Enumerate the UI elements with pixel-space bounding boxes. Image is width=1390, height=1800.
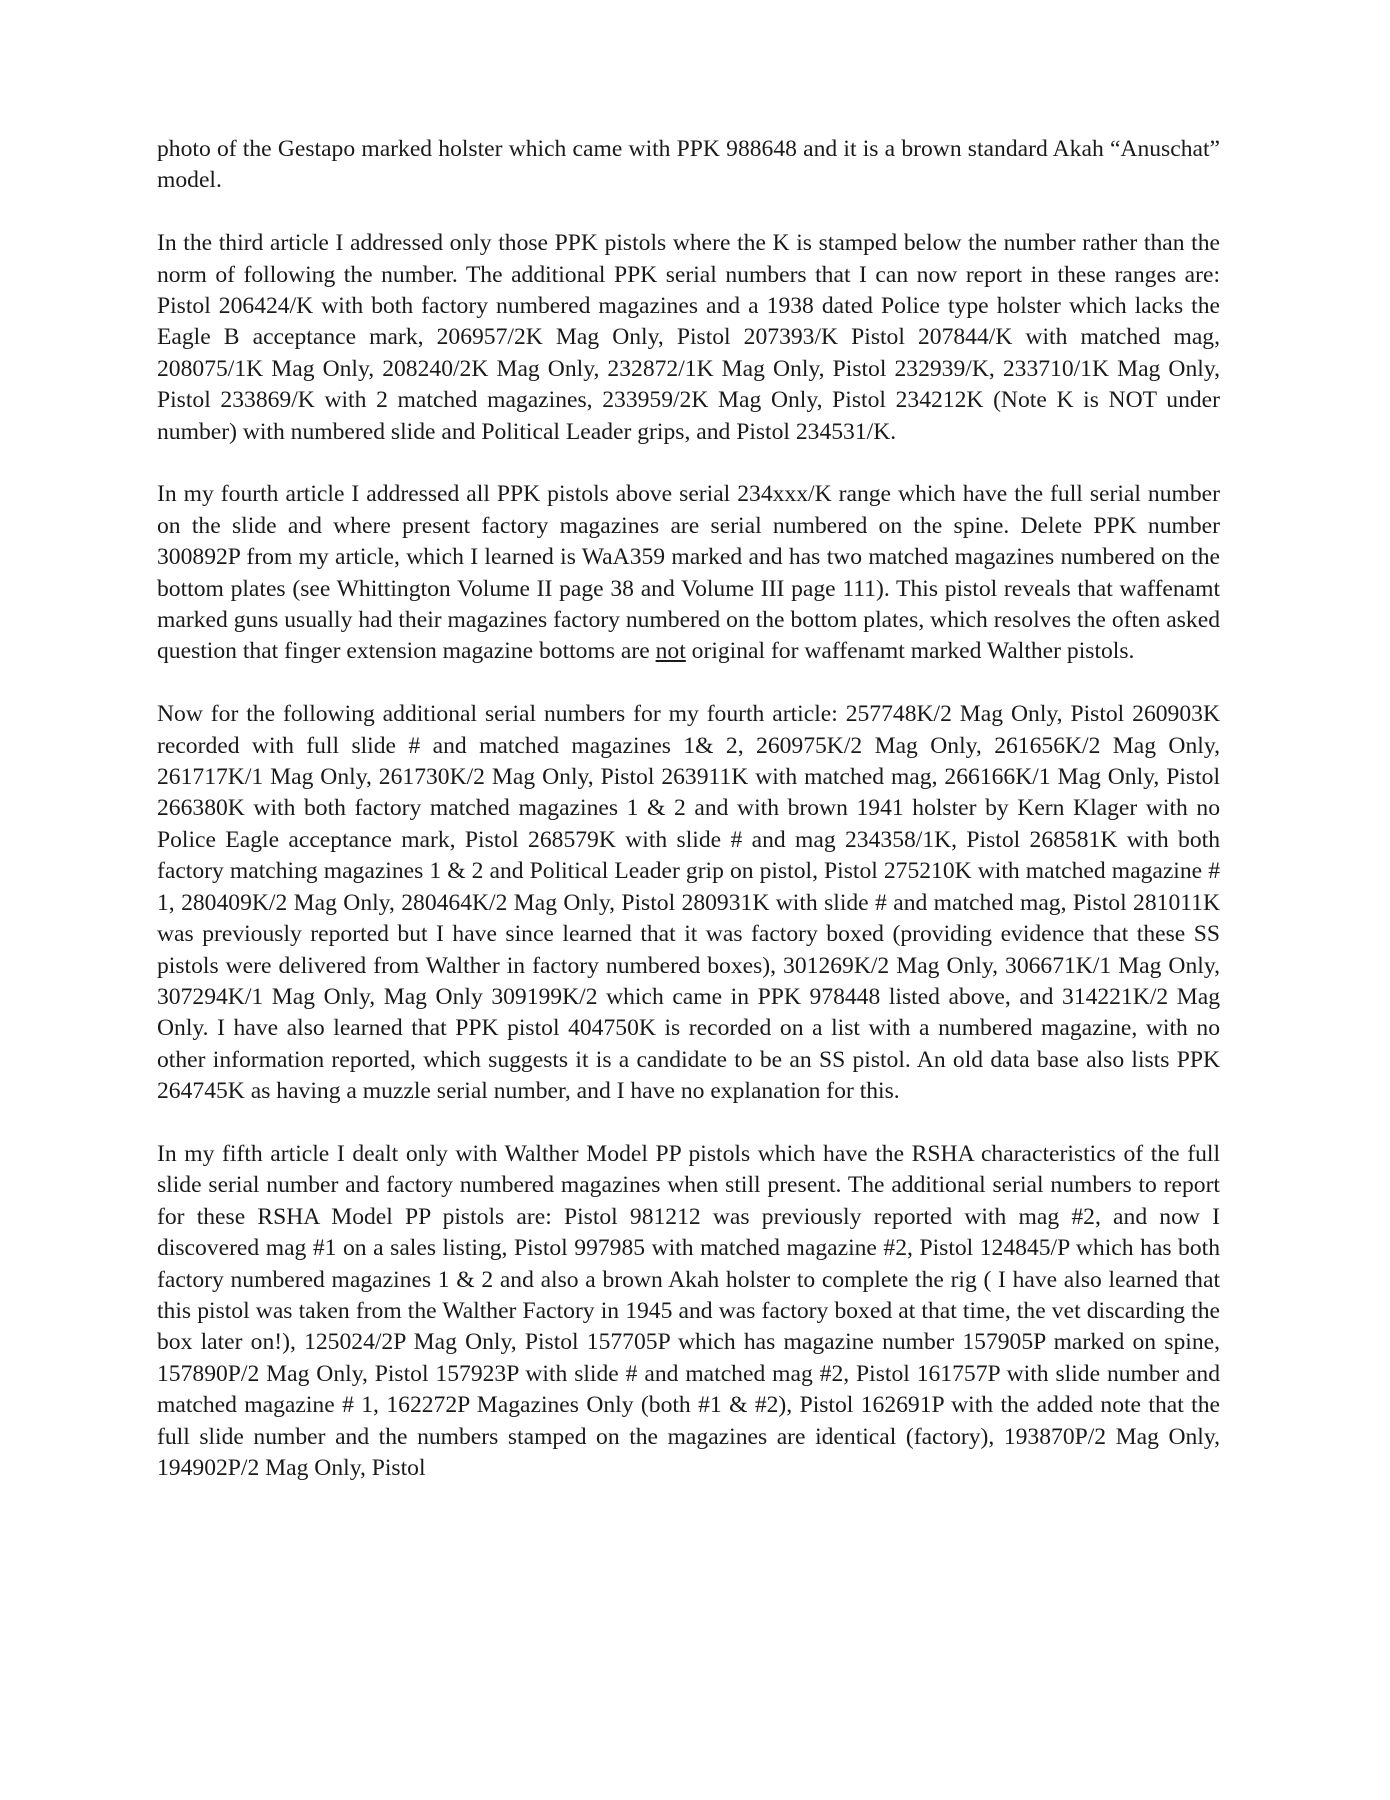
body-text	[157, 134, 1220, 1484]
paragraph-fifth-article: In my fifth article I dealt only with Walther Model PP pistols which have the RSHA characteristics of the full slide serial number and factory numbered magazines when still present. The additional serial numbers to report for these RSHA Model PP pistols are: Pistol 981212 was previously reported with mag #2, and now I discovered mag #1 on a sales listing, Pistol 997985 with matched magazine #2, Pistol 124845/P which has both factory numbered magazines 1 & 2 and also a brown Akah holster to complete the rig ( I have also learned that this pistol was taken from the Walther Factory in 1945 and was factory boxed at that time, the vet discarding the box later on!), 125024/2P Mag Only, Pistol 157705P which has magazine number 157905P marked on spine, 157890P/2 Mag Only, Pistol 157923P with slide # and matched mag #2, Pistol 161757P with slide number and matched magazine # 1, 162272P Magazines Only (both #1 & #2), Pistol 162691P with the added note that the full slide number and the numbers stamped on the magazines are identical (factory), 193870P/2 Mag Only, 194902P/2 Mag Only, Pistol	[157, 1140, 1220, 1481]
paragraph-holster-note: photo of the Gestapo marked holster which came with PPK 988648 and it is a brown standard Akah “Anuschat” model.	[157, 136, 1220, 194]
paragraph-third-article: In the third article I addressed only those PPK pistols where the K is stamped below the number rather than the norm of following the number. The additional PPK serial numbers that I can now report in these ranges are: Pistol 206424/K with both factory numbered magazines and a 1938 dated Police type holster which lacks the Eagle B acceptance mark, 206957/2K Mag Only, Pistol 207393/K Pistol 207844/K with matched mag, 208075/1K Mag Only, 208240/2K Mag Only, 232872/1K Mag Only, Pistol 232939/K, 233710/1K Mag Only, Pistol 233869/K with 2 matched magazines, 233959/2K Mag Only, Pistol 234212K (Note K is NOT under number) with numbered slide and Political Leader grips, and Pistol 234531/K.	[157, 230, 1220, 445]
paragraph-fourth-article	[157, 479, 1220, 667]
paragraph-fourth-article-start: In my fourth article I addressed all PPK pistols above serial 234xxx/K range which have the full serial number on the slide and where present factory magazines are serial numbered on the spine. Delete PPK number 300892P from my article, which I learned is WaA359 marked and has two matched magazines numbered on the bottom plates (see Whittington Volume II page 38 and Volume III page 111). This pistol reveals that waffenamt marked guns usually had their magazines factory numbered on the bottom plates, which resolves the often asked question that finger extension magazine bottoms are	[157, 481, 1220, 665]
paragraph-fourth-article-additions: Now for the following additional serial numbers for my fourth article: 257748K/2 Mag Only, Pistol 260903K recorded with full slide # and matched magazines 1& 2, 260975K/2 Mag Only, 261656K/2 Mag Only, 261717K/1 Mag Only, 261730K/2 Mag Only, Pistol 263911K with matched mag, 266166K/1 Mag Only, Pistol 266380K with both factory matched magazines 1 & 2 and with brown 1941 holster by Kern Klager with no Police Eagle acceptance mark, Pistol 268579K with slide # and mag 234358/1K, Pistol 268581K with both factory matching magazines 1 & 2 and Political Leader grip on pistol, Pistol 275210K with matched magazine # 1, 280409K/2 Mag Only, 280464K/2 Mag Only, Pistol 280931K with slide # and matched mag, Pistol 281011K was previously reported but I have since learned that it was factory boxed (providing evidence that these SS pistols were delivered from Walther in factory numbered boxes), 301269K/2 Mag Only, 306671K/1 Mag Only, 307294K/1 Mag Only, Mag Only 309199K/2 which came in PPK 978448 listed above, and 314221K/2 Mag Only. I have also learned that PPK pistol 404750K is recorded on a list with a numbered magazine, with no other information reported, which suggests it is a candidate to be an SS pistol. An old data base also lists PPK 264745K as having a muzzle serial number, and I have no explanation for this.	[157, 701, 1220, 1105]
paragraph-fourth-article-end: original for waffenamt marked Walther pistols.	[685, 638, 1135, 665]
underlined-word: not	[655, 638, 686, 665]
